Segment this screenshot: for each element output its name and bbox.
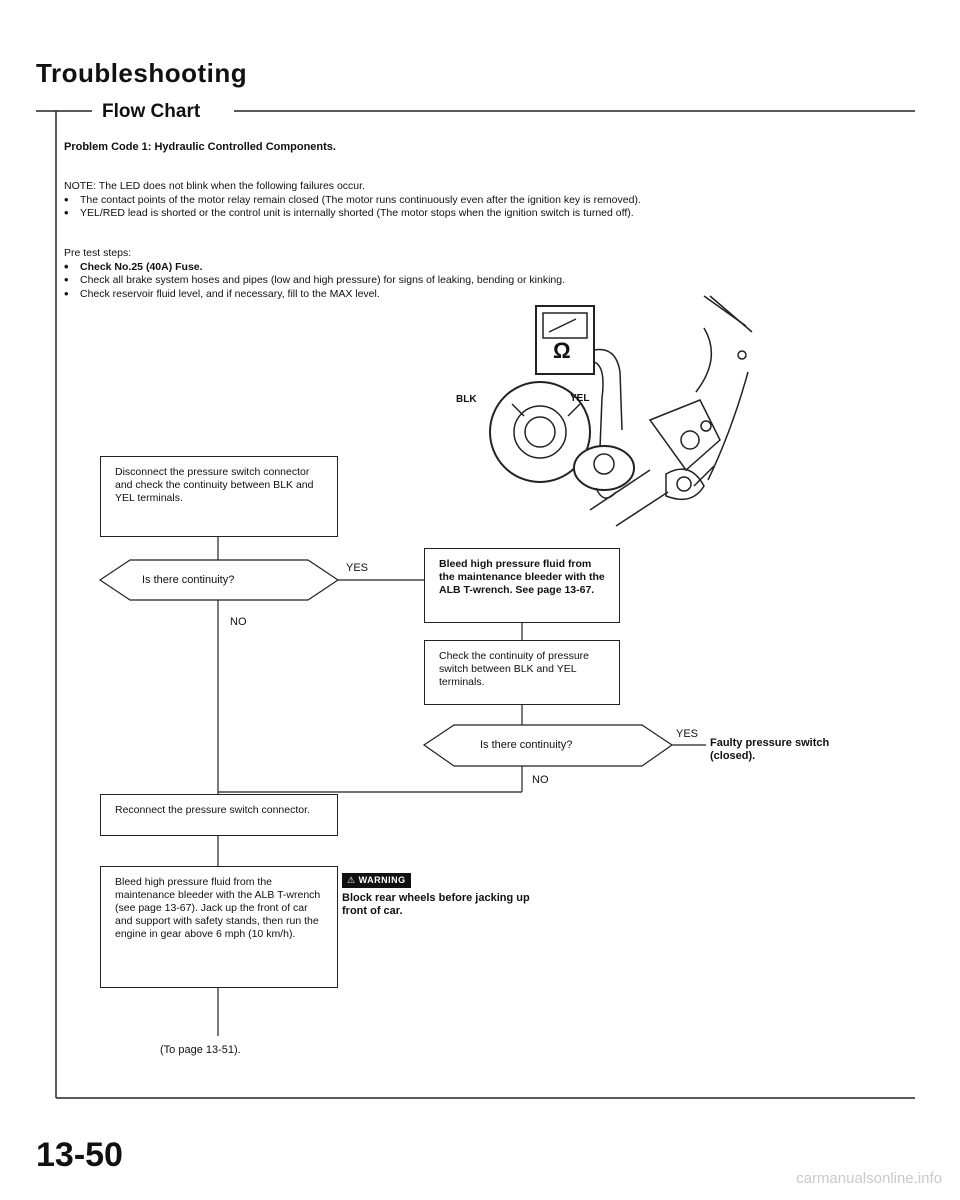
section-subtitle: Flow Chart bbox=[96, 101, 206, 123]
faulty-switch-result: Faulty pressure switch (closed). bbox=[710, 737, 830, 762]
step-reconnect: Reconnect the pressure switch connector. bbox=[100, 794, 338, 836]
warning-text: Block rear wheels before jacking up front of car. bbox=[342, 892, 530, 917]
pretest-item: • Check reservoir fluid level, and if necessary, fill to the MAX level. bbox=[64, 288, 904, 302]
note-block bbox=[64, 180, 904, 221]
decision-question-1: Is there continuity? bbox=[142, 574, 235, 586]
step-bleed-fluid: Bleed high pressure fluid from the maintenance bleeder with the ALB T-wrench. See page 13-67. bbox=[424, 548, 620, 623]
pretest-block bbox=[64, 247, 904, 301]
decision-question-2: Is there continuity? bbox=[480, 739, 573, 751]
step-bleed-and-drive: Bleed high pressure fluid from the maintenance bleeder with the ALB T-wrench (see page 13-67). Jack up the front of car and support with safety stands, then run the engine in gear above 6 mph (10 km/h). bbox=[100, 866, 338, 988]
page-number: 13-50 bbox=[36, 1136, 123, 1174]
note-item: • YEL/RED lead is shorted or the control unit is internally shorted (The motor stops when the ignition switch is turned off). bbox=[64, 207, 904, 221]
decision-no-1: NO bbox=[230, 616, 247, 628]
ohm-symbol: Ω bbox=[553, 338, 571, 363]
warning-block bbox=[342, 872, 532, 918]
problem-code: Problem Code 1: Hydraulic Controlled Components. bbox=[64, 141, 336, 153]
pretest-item: • Check No.25 (40A) Fuse. bbox=[64, 261, 904, 275]
decision-yes-2: YES bbox=[676, 728, 699, 740]
step-disconnect-switch: Disconnect the pressure switch connector and check the continuity between BLK and YEL terminals. bbox=[100, 456, 338, 537]
watermark: carmanualsonline.info bbox=[796, 1170, 942, 1187]
pretest-item: • Check all brake system hoses and pipes (low and high pressure) for signs of leaking, bending or kinking. bbox=[64, 274, 904, 288]
decision-no-2: NO bbox=[532, 774, 549, 786]
to-page-note: (To page 13-51). bbox=[160, 1044, 241, 1056]
step-check-continuity: Check the continuity of pressure switch between BLK and YEL terminals. bbox=[424, 640, 620, 705]
warning-badge: ⚠ WARNING bbox=[342, 873, 411, 888]
pretest-label: Pre test steps: bbox=[64, 247, 132, 259]
warning-badge-text: WARNING bbox=[358, 875, 406, 886]
page-title: Troubleshooting bbox=[36, 58, 248, 88]
yel-terminal-label: YEL bbox=[570, 393, 590, 404]
ohmmeter-illustration bbox=[490, 296, 752, 526]
note-item: • The contact points of the motor relay remain closed (The motor runs continuously even after the ignition key is removed). bbox=[64, 194, 904, 208]
blk-terminal-label: BLK bbox=[456, 394, 477, 405]
decision-yes-1: YES bbox=[346, 562, 369, 574]
note-intro: NOTE: The LED does not blink when the following failures occur. bbox=[64, 180, 365, 192]
